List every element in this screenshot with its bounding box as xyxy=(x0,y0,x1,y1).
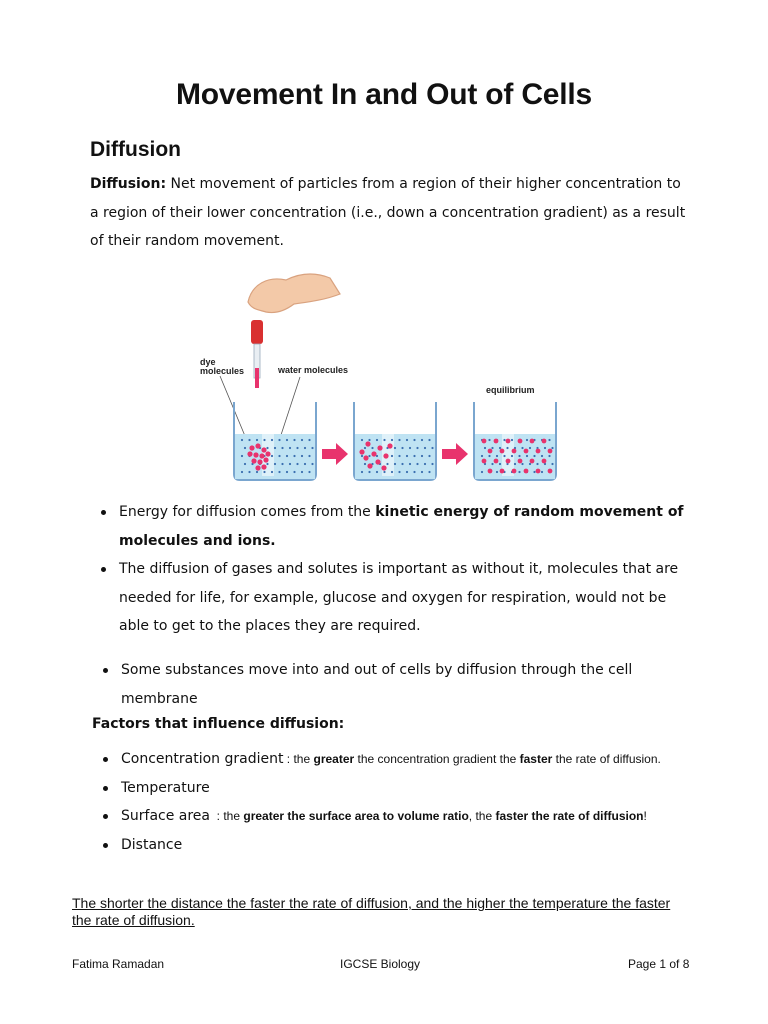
dye-particle xyxy=(387,443,392,448)
water-particle xyxy=(488,455,490,457)
water-particle xyxy=(368,455,370,457)
page-title: Movement In and Out of Cells xyxy=(175,78,593,111)
beaker-2 xyxy=(354,402,436,480)
water-particle xyxy=(293,455,295,457)
water-particle xyxy=(506,447,508,449)
water-particle xyxy=(406,471,408,473)
water-particle xyxy=(428,439,430,441)
water-particle xyxy=(521,463,523,465)
dye-particle xyxy=(259,453,264,458)
water-particle xyxy=(364,447,366,449)
dye-particle xyxy=(263,457,268,462)
water-particle xyxy=(383,471,385,473)
water-particle xyxy=(424,463,426,465)
water-particle xyxy=(431,447,433,449)
dye-particle xyxy=(377,445,382,450)
definition-term: Diffusion: xyxy=(90,176,167,192)
dye-particle xyxy=(482,459,487,464)
water-particle xyxy=(406,439,408,441)
water-particle xyxy=(413,439,415,441)
dye-particle xyxy=(488,449,493,454)
water-particle xyxy=(518,455,520,457)
conclusion-text: The shorter the distance the faster the rate of diffusion, and the higher the temperature the faster the rate of diffusion. xyxy=(72,895,671,928)
water-particle xyxy=(536,463,538,465)
list-item: Surface area : the greater the surface area to volume ratio, the faster the rate of diffusion! xyxy=(92,802,752,831)
dye-particle xyxy=(488,469,493,474)
water-particle xyxy=(413,455,415,457)
dye-particle xyxy=(383,453,388,458)
water-particle xyxy=(311,447,313,449)
water-particle xyxy=(394,447,396,449)
footer-author: Fatima Ramadan xyxy=(72,957,165,971)
water-particle xyxy=(244,463,246,465)
dye-particle xyxy=(530,459,535,464)
footer-course: IGCSE Biology xyxy=(340,957,421,971)
water-particle xyxy=(266,447,268,449)
list-item: Distance xyxy=(92,831,752,860)
water-particle xyxy=(376,471,378,473)
water-particle xyxy=(391,439,393,441)
water-particle xyxy=(424,447,426,449)
dye-particle xyxy=(536,449,541,454)
water-particle xyxy=(308,471,310,473)
water-particle xyxy=(541,455,543,457)
water-particle xyxy=(281,447,283,449)
water-particle xyxy=(248,471,250,473)
water-particle xyxy=(409,447,411,449)
leader-line-water xyxy=(280,377,300,438)
water-particle xyxy=(296,447,298,449)
dye-particle xyxy=(261,464,266,469)
water-particle xyxy=(409,463,411,465)
water-particle xyxy=(503,439,505,441)
dye-particle xyxy=(530,439,535,444)
water-particle xyxy=(386,463,388,465)
water-particle xyxy=(484,447,486,449)
water-particle xyxy=(391,455,393,457)
water-particle xyxy=(271,439,273,441)
definition-text: Net movement of particles from a region of their higher concentration to a region of their lower concentration (i.e., down a concentration gradient) as a result of their random movement. xyxy=(90,176,686,249)
dye-particle xyxy=(542,459,547,464)
water-particle xyxy=(244,447,246,449)
water-particle xyxy=(529,463,531,465)
water-particle xyxy=(304,447,306,449)
water-particle xyxy=(274,447,276,449)
label-dye-molecules: molecules xyxy=(200,366,245,376)
water-particle xyxy=(361,471,363,473)
water-particle xyxy=(278,439,280,441)
water-particle xyxy=(428,471,430,473)
water-particle xyxy=(364,463,366,465)
water-particle xyxy=(413,471,415,473)
dye-particle xyxy=(512,469,517,474)
dye-particle xyxy=(518,439,523,444)
footer-page-number: Page 1 of 8 xyxy=(628,957,690,971)
dye-particle xyxy=(261,447,266,452)
dye-particle xyxy=(512,449,517,454)
water-particle xyxy=(491,447,493,449)
water-particle xyxy=(368,439,370,441)
water-particle xyxy=(271,471,273,473)
definition-paragraph xyxy=(90,170,690,256)
water-particle xyxy=(529,447,531,449)
water-particle xyxy=(533,471,535,473)
dye-particle xyxy=(524,469,529,474)
water-particle xyxy=(496,471,498,473)
water-particle xyxy=(289,447,291,449)
label-equilibrium: equilibrium xyxy=(486,385,535,395)
dye-particle xyxy=(247,451,252,456)
water-particle xyxy=(368,471,370,473)
dye-particle xyxy=(255,465,260,470)
water-particle xyxy=(271,455,273,457)
water-particle xyxy=(401,447,403,449)
dye-particle xyxy=(518,459,523,464)
list-item: Energy for diffusion comes from the kinetic energy of random movement of molecules and ions. xyxy=(90,498,690,555)
factors-list xyxy=(92,745,752,859)
dye-particle xyxy=(371,451,376,456)
water-particle xyxy=(278,455,280,457)
water-particle xyxy=(503,455,505,457)
water-particle xyxy=(398,455,400,457)
dye-particle xyxy=(251,458,256,463)
water-particle xyxy=(421,439,423,441)
water-particle xyxy=(289,463,291,465)
water-particle xyxy=(533,455,535,457)
water-particle xyxy=(278,471,280,473)
water-particle xyxy=(391,471,393,473)
dye-particle xyxy=(365,441,370,446)
water-particle xyxy=(511,455,513,457)
water-particle xyxy=(416,463,418,465)
water-particle xyxy=(431,463,433,465)
water-particle xyxy=(398,439,400,441)
water-particle xyxy=(551,447,553,449)
hand-illustration xyxy=(248,274,340,312)
water-particle xyxy=(371,447,373,449)
water-particle xyxy=(499,447,501,449)
dye-particle xyxy=(381,465,386,470)
dye-particle xyxy=(506,439,511,444)
water-particle xyxy=(544,447,546,449)
beaker-1 xyxy=(234,402,316,480)
dye-particle xyxy=(482,439,487,444)
dye-particle xyxy=(359,449,364,454)
dropper-dye xyxy=(255,368,259,388)
dropper-bulb xyxy=(251,320,263,344)
list-item: Concentration gradient : the greater the concentration gradient the faster the rate of diffusion. xyxy=(92,745,752,774)
dye-particle xyxy=(375,459,380,464)
dye-particle xyxy=(255,443,260,448)
dye-particle xyxy=(257,459,262,464)
water-particle xyxy=(248,439,250,441)
water-particle xyxy=(499,463,501,465)
dye-particle xyxy=(249,445,254,450)
water-particle xyxy=(293,471,295,473)
dye-particle xyxy=(367,463,372,468)
dye-particle xyxy=(265,451,270,456)
water-particle xyxy=(398,471,400,473)
water-particle xyxy=(526,455,528,457)
water-particle xyxy=(361,455,363,457)
water-particle xyxy=(383,439,385,441)
list-item: Some substances move into and out of cells by diffusion through the cell membrane xyxy=(92,656,692,713)
factors-heading: Factors that influence diffusion: xyxy=(92,716,345,732)
water-particle xyxy=(293,439,295,441)
bullet-list-energy xyxy=(90,498,690,641)
dye-particle xyxy=(542,439,547,444)
diffusion-figure xyxy=(190,268,570,488)
arrow-icon xyxy=(322,443,348,465)
water-particle xyxy=(263,471,265,473)
water-particle xyxy=(281,463,283,465)
water-particle xyxy=(488,439,490,441)
water-particle xyxy=(308,439,310,441)
dye-particle xyxy=(500,449,505,454)
water-particle xyxy=(394,463,396,465)
label-dye: dye xyxy=(200,357,216,367)
arrow-icon xyxy=(442,443,468,465)
dye-particle xyxy=(363,455,368,460)
water-particle xyxy=(551,463,553,465)
water-particle xyxy=(518,471,520,473)
list-item: The diffusion of gases and solutes is important as without it, molecules that are needed for life, for example, glucose and oxygen for respiration, would not be able to get to the places they are required. xyxy=(90,555,690,641)
dye-particle xyxy=(548,469,553,474)
water-particle xyxy=(241,455,243,457)
water-particle xyxy=(301,455,303,457)
water-particle xyxy=(266,463,268,465)
water-particle xyxy=(274,463,276,465)
water-particle xyxy=(521,447,523,449)
water-particle xyxy=(481,471,483,473)
water-particle xyxy=(406,455,408,457)
water-particle xyxy=(304,463,306,465)
dye-particle xyxy=(500,469,505,474)
label-water-molecules: water molecules xyxy=(278,365,349,375)
water-particle xyxy=(308,455,310,457)
water-particle xyxy=(428,455,430,457)
water-particle xyxy=(481,455,483,457)
dye-particle xyxy=(536,469,541,474)
water-particle xyxy=(241,471,243,473)
water-particle xyxy=(296,463,298,465)
water-particle xyxy=(286,455,288,457)
dye-particle xyxy=(253,452,258,457)
water-particle xyxy=(541,471,543,473)
water-particle xyxy=(496,455,498,457)
dye-particle xyxy=(494,439,499,444)
water-particle xyxy=(311,463,313,465)
water-particle xyxy=(548,439,550,441)
water-particle xyxy=(511,439,513,441)
water-particle xyxy=(401,463,403,465)
water-particle xyxy=(514,463,516,465)
water-particle xyxy=(421,455,423,457)
dye-particle xyxy=(494,459,499,464)
water-particle xyxy=(286,439,288,441)
water-particle xyxy=(548,455,550,457)
list-item: Temperature xyxy=(92,774,752,803)
water-particle xyxy=(301,471,303,473)
water-particle xyxy=(256,439,258,441)
water-particle xyxy=(416,447,418,449)
water-particle xyxy=(263,439,265,441)
bullet-list-membrane xyxy=(92,656,692,713)
water-particle xyxy=(361,439,363,441)
section-heading: Diffusion xyxy=(90,138,181,161)
dye-particle xyxy=(548,449,553,454)
water-particle xyxy=(241,439,243,441)
dye-particle xyxy=(524,449,529,454)
water-particle xyxy=(301,439,303,441)
water-particle xyxy=(421,471,423,473)
water-particle xyxy=(256,471,258,473)
water-particle xyxy=(376,439,378,441)
water-particle xyxy=(491,463,493,465)
dye-particle xyxy=(506,459,511,464)
water-particle xyxy=(526,439,528,441)
water-particle xyxy=(286,471,288,473)
